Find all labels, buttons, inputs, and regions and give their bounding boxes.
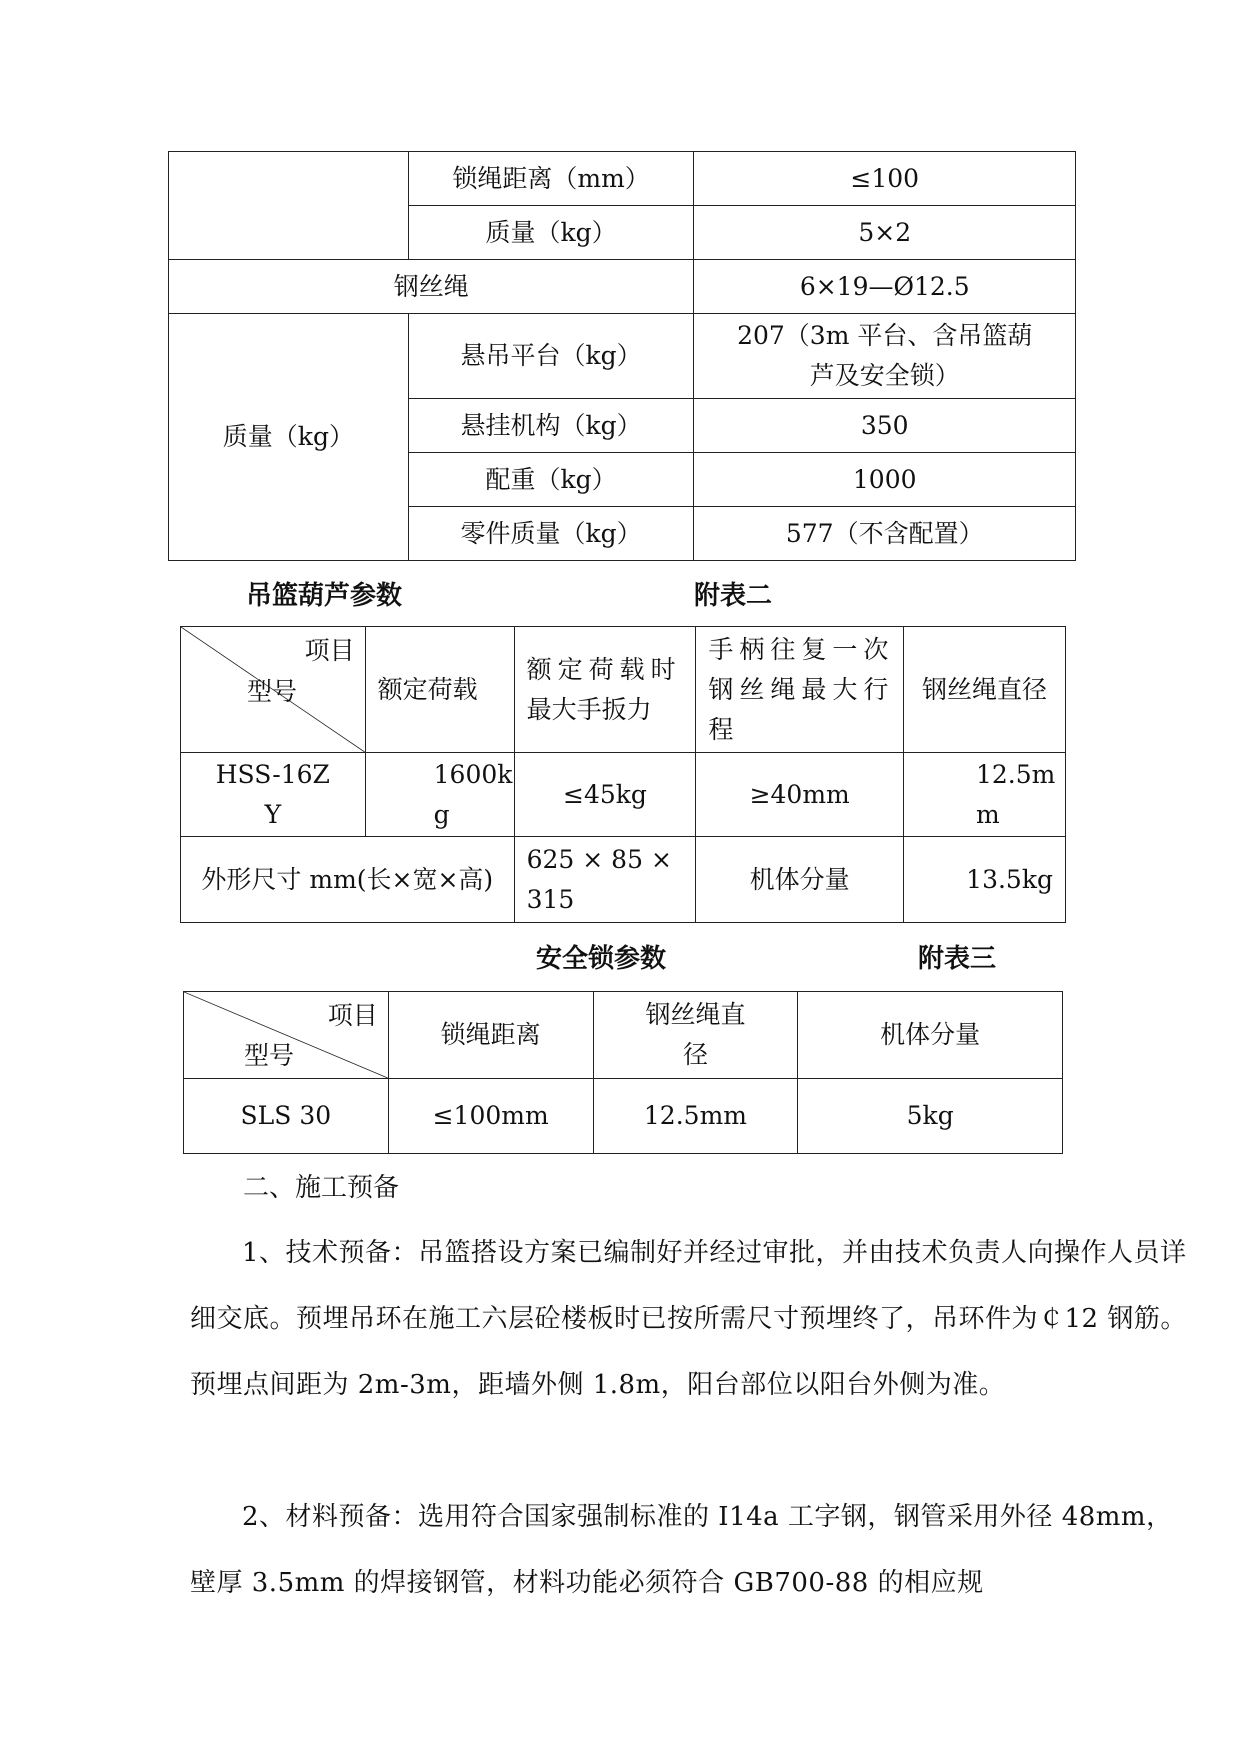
platform-mass-value-line1: 207（3m 平台、含吊篮葫	[737, 321, 1033, 350]
rope-diameter-header	[593, 992, 798, 1079]
lock-mass-value: 5×2	[694, 206, 1076, 260]
table3-appendix: 附表三	[918, 944, 997, 974]
rope-diameter-header-line2: 径	[682, 1040, 708, 1069]
outer-size-label: 外形尺寸 mm(长×宽×高)	[181, 837, 515, 923]
stroke-header	[696, 627, 904, 753]
lock-mass-label: 质量（kg）	[408, 206, 694, 260]
rope-diameter-line1: 12.5m	[976, 759, 1056, 789]
rated-load-header: 额定荷载	[365, 627, 514, 753]
max-force-cell: ≤45kg	[514, 753, 696, 837]
lock-distance-label: 锁绳距离（mm）	[408, 152, 694, 206]
rated-load-line2: g	[433, 799, 450, 829]
lock-distance-value: ≤100	[694, 152, 1076, 206]
model-line2: Y	[264, 799, 282, 829]
rope-diameter-cell: 12.5mm	[593, 1079, 798, 1154]
rated-load-cell	[365, 753, 514, 837]
max-force-header-line2: 最大手扳力	[526, 694, 652, 724]
mount-mass-label: 悬挂机构（kg）	[408, 399, 694, 453]
counterweight-label: 配重（kg）	[408, 453, 694, 507]
rope-diameter-header-line1: 钢丝绳直	[645, 1000, 746, 1029]
paragraph-material-prep: 2、材料预备：选用符合国家强制标准的 I14a 工字钢，钢管采用外径 48mm，壁厚 3.5mm 的焊接钢管，材料功能必须符合 GB700-88 的相应规	[190, 1502, 1173, 1598]
lock-distance-header: 锁绳距离	[388, 992, 593, 1079]
diag-model-label: 型号	[244, 1041, 295, 1070]
model-cell	[181, 753, 366, 837]
stroke-header-line1: 手柄往复一次	[708, 634, 895, 664]
diag-item-label: 项目	[327, 1001, 378, 1030]
mount-mass-value: 350	[694, 399, 1076, 453]
paragraph-technical-prep: 1、技术预备：吊篮搭设方案已编制好并经过审批，并由技术负责人向操作人员详细交底。预埋吊环在施工六层砼楼板时已按所需尺寸预埋终了，吊环件为￠12 钢筋。预埋点间距为 2m-3m，距墙外侧 1.8m，阳台部位以阳台外侧为准。	[190, 1238, 1187, 1400]
mass-group-label: 质量（kg）	[169, 314, 409, 561]
diag-item-label: 项目	[304, 636, 355, 665]
rope-diameter-line2: m	[976, 799, 1000, 829]
stroke-header-line2: 钢丝绳最大行	[708, 674, 895, 704]
model-line1: HSS-16Z	[215, 759, 330, 789]
parts-mass-value: 577（不含配置）	[694, 507, 1076, 561]
wire-rope-label: 钢丝绳	[169, 260, 694, 314]
table2-appendix: 附表二	[694, 581, 773, 611]
max-force-header	[514, 627, 696, 753]
rope-diameter-header: 钢丝绳直径	[904, 627, 1066, 753]
body-weight-cell: 5kg	[798, 1079, 1063, 1154]
max-force-header-line1: 额定荷载时	[526, 654, 682, 684]
stroke-header-line3: 程	[708, 714, 734, 744]
empty-group-cell	[169, 152, 409, 260]
body-weight-label: 机体分量	[696, 837, 904, 923]
table2-diagonal-header	[181, 627, 366, 753]
parts-mass-label: 零件质量（kg）	[408, 507, 694, 561]
wire-rope-value: 6×19—Ø12.5	[694, 260, 1076, 314]
parameter-table-continued	[168, 151, 1076, 561]
safety-lock-parameter-table	[183, 991, 1063, 1154]
diag-model-label: 型号	[247, 677, 298, 706]
body-weight-value: 13.5kg	[904, 837, 1066, 923]
body-weight-header: 机体分量	[798, 992, 1063, 1079]
platform-mass-label: 悬吊平台（kg）	[408, 314, 694, 399]
table3-diagonal-header	[184, 992, 389, 1079]
platform-mass-value-line2: 芦及安全锁）	[809, 361, 960, 390]
table3-title: 安全锁参数	[536, 944, 667, 974]
counterweight-value: 1000	[694, 453, 1076, 507]
rated-load-line1: 1600k	[433, 759, 513, 789]
section-heading: 二、施工预备	[243, 1173, 400, 1203]
model-cell: SLS 30	[184, 1079, 389, 1154]
outer-size-value	[514, 837, 696, 923]
platform-mass-value	[694, 314, 1076, 399]
stroke-cell: ≥40mm	[696, 753, 904, 837]
outer-size-line1: 625 × 85 ×	[526, 844, 672, 874]
table2-title: 吊篮葫芦参数	[246, 581, 403, 611]
hoist-parameter-table	[180, 626, 1066, 923]
outer-size-line2: 315	[526, 884, 575, 914]
lock-distance-cell: ≤100mm	[388, 1079, 593, 1154]
rope-diameter-cell	[904, 753, 1066, 837]
